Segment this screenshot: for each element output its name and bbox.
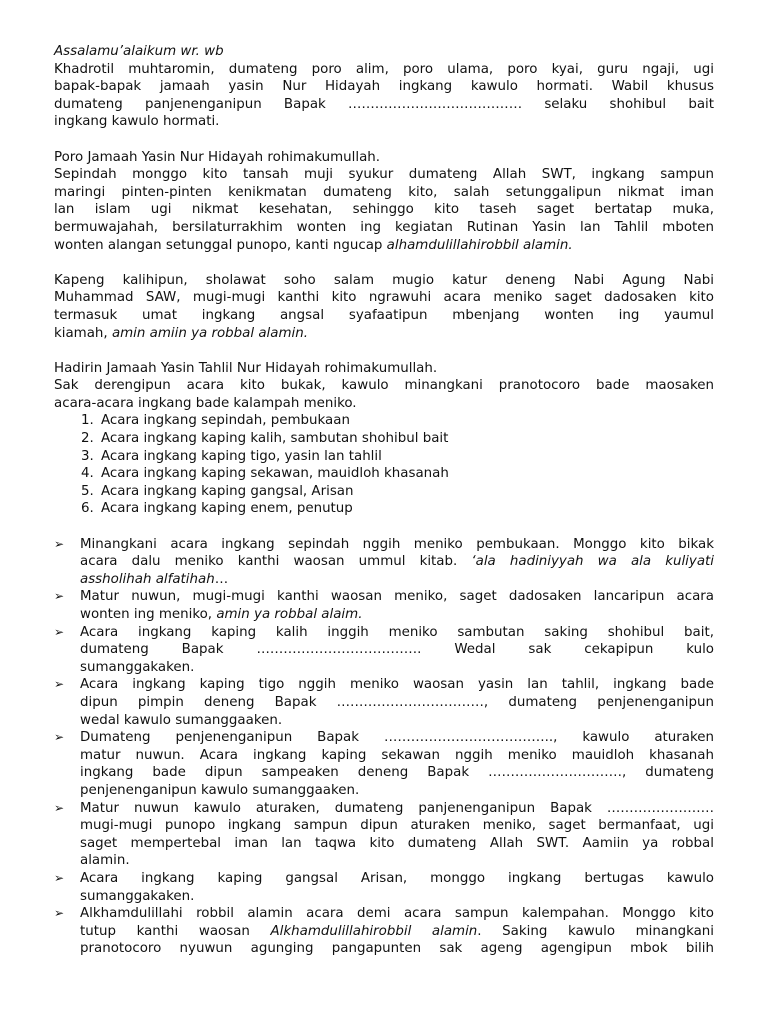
italic-text: alhamdulillahirobbil alamin. <box>386 237 573 253</box>
agenda-item: 2. Acara ingkang kaping kalih, sambutan shohibul bait <box>98 430 714 448</box>
procedure-line <box>80 571 714 589</box>
greeting: Assalamu’alaikum wr. wb <box>54 44 224 59</box>
procedure-line: wedal kawulo sumanggaaken. <box>80 712 283 728</box>
procedure-item <box>54 870 714 905</box>
procedure-line: sumanggakaken. <box>80 659 195 675</box>
paragraph-gap <box>54 342 714 360</box>
paragraph-line: acara-acara ingkang bade kalampah meniko. <box>54 395 357 411</box>
procedure-line: alamin. <box>80 853 130 869</box>
italic-text: assholihah alfatihah <box>80 571 215 587</box>
procedure-line: mugi-mugi punopo ingkang sampun dipun aturaken meniko, saget bermanfaat, ugi <box>80 818 714 834</box>
procedure-list <box>54 536 714 958</box>
agenda-item: 6. Acara ingkang kaping enem, penutup <box>98 500 714 518</box>
procedure-line <box>80 553 714 571</box>
paragraph-gap <box>54 518 714 536</box>
paragraph-line: bermuwajahah, bersilaturrakhim wonten ing kegiatan Rutinan Yasin lan Tahlil mboten <box>54 219 714 235</box>
plain-text: kiamah, <box>54 325 112 341</box>
procedure-item <box>54 729 714 799</box>
speech-text <box>54 43 714 958</box>
paragraph-line: Kapeng kalihipun, sholawat soho salam mugio katur deneng Nabi Agung Nabi <box>54 272 714 288</box>
arrow-bullet-icon: ➢ <box>54 624 65 639</box>
procedure-line: Dumateng penjenenganipun Bapak ……………………………….., kawulo aturaken <box>80 730 714 746</box>
italic-text: amin amiin ya robbal alamin. <box>111 325 308 341</box>
sholawat-paragraph <box>54 272 714 342</box>
paragraph-gap <box>54 131 714 149</box>
procedure-line: Acara ingkang kaping tigo nggih meniko waosan yasin lan tahlil, ingkang bade <box>80 677 714 693</box>
intro-paragraph <box>54 61 714 131</box>
agenda-item: 3. Acara ingkang kaping tigo, yasin lan tahlil <box>98 448 714 466</box>
procedure-line: Matur nuwun kawulo aturaken, dumateng panjenenganipun Bapak …………………… <box>80 800 714 816</box>
italic-text: ‘ala hadiniyyah wa ala kuliyati <box>471 554 714 570</box>
paragraph-line: Sak derengipun acara kito bukak, kawulo minangkani pranotocoro bade maosaken <box>54 378 714 394</box>
italic-text: amin ya robbal alaim. <box>216 607 363 622</box>
plain-text: wonten ing meniko, <box>80 607 217 622</box>
paragraph-line: Muhammad SAW, mugi-mugi kanthi kito ngrawuhi acara meniko saget dadosaken kito <box>54 290 714 306</box>
intro-line: Khadrotil muhtaromin, dumateng poro alim, poro ulama, poro kyai, guru ngaji, ugi <box>54 61 714 77</box>
paragraph-line <box>54 325 714 343</box>
procedure-line <box>80 606 714 624</box>
procedure-item <box>54 588 714 623</box>
procedure-line: matur nuwun. Acara ingkang kaping sekawan nggih meniko mauidloh khasanah <box>80 747 714 763</box>
paragraph-heading: Poro Jamaah Yasin Nur Hidayah rohimakumullah. <box>54 149 381 165</box>
procedure-line: Acara ingkang kaping kalih inggih meniko sambutan saking shohibul bait, <box>80 624 714 640</box>
procedure-item <box>54 905 714 958</box>
procedure-item <box>54 624 714 677</box>
paragraph-line <box>54 237 714 255</box>
plain-text: . Saking kawulo minangkani <box>477 923 714 939</box>
plain-text: acara dalu meniko kanthi waosan ummul kitab. <box>80 554 472 570</box>
paragraph-line: Sepindah monggo kito tansah muji syukur dumateng Allah SWT, ingkang sampun <box>54 167 714 183</box>
agenda-item: 5. Acara ingkang kaping gangsal, Arisan <box>98 483 714 501</box>
procedure-item <box>54 800 714 870</box>
agenda-item: 1. Acara ingkang sepindah, pembukaan <box>98 412 714 430</box>
agenda-item: 4. Acara ingkang kaping sekawan, mauidloh khasanah <box>98 465 714 483</box>
intro-line: ingkang kawulo hormati. <box>54 114 220 130</box>
agenda-intro-paragraph <box>54 360 714 413</box>
gratitude-paragraph <box>54 149 714 255</box>
plain-text: tutup kanthi waosan <box>80 923 271 939</box>
procedure-line <box>80 923 714 941</box>
arrow-bullet-icon: ➢ <box>54 906 65 921</box>
procedure-item <box>54 676 714 729</box>
procedure-line: sumanggakaken. <box>80 888 195 904</box>
paragraph-line: maringi pinten-pinten kenikmatan dumateng kito, salah setunggalipun nikmat iman <box>54 184 714 200</box>
plain-text: … <box>214 571 229 587</box>
arrow-bullet-icon: ➢ <box>54 730 65 745</box>
procedure-line: Minangkani acara ingkang sepindah nggih meniko pembukaan. Monggo kito bikak <box>80 536 714 552</box>
italic-text: Alkhamdulillahirobbil alamin <box>270 923 478 939</box>
procedure-line: dumateng Bapak ………………………………. Wedal sak cekapipun kulo <box>80 642 714 658</box>
paragraph-line: termasuk umat ingkang angsal syafaatipun mbenjang wonten ing yaumul <box>54 307 714 323</box>
arrow-bullet-icon: ➢ <box>54 677 65 692</box>
paragraph-line: lan islam ugi nikmat kesehatan, sehinggo kito taseh saget bertatap muka, <box>54 202 714 218</box>
agenda-list <box>54 412 714 518</box>
procedure-line: saget mempertebal iman lan taqwa kito dumateng Allah SWT. Aamiin ya robbal <box>80 835 714 851</box>
procedure-line: Acara ingkang kaping gangsal Arisan, monggo ingkang bertugas kawulo <box>80 870 714 886</box>
arrow-bullet-icon: ➢ <box>54 536 65 551</box>
paragraph-heading: Hadirin Jamaah Yasin Tahlil Nur Hidayah rohimakumullah. <box>54 360 438 376</box>
arrow-bullet-icon: ➢ <box>54 870 65 885</box>
plain-text: wonten alangan setunggal punopo, kanti ngucap <box>54 237 387 253</box>
procedure-line: penjenenganipun kawulo sumanggaaken. <box>80 782 360 798</box>
arrow-bullet-icon: ➢ <box>54 800 65 815</box>
procedure-line: Alkhamdulillahi robbil alamin acara demi acara sampun kalempahan. Monggo kito <box>80 906 714 922</box>
procedure-line: pranotocoro nyuwun agunging pangapunten sak ageng agengipun mbok bilih <box>80 941 714 957</box>
arrow-bullet-icon: ➢ <box>54 589 65 604</box>
procedure-line: ingkang bade dipun sampeaken deneng Bapak …………………………, dumateng <box>80 765 714 781</box>
paragraph-gap <box>54 254 714 272</box>
intro-line: dumateng panjenenganipun Bapak ………………………………… selaku shohibul bait <box>54 96 714 112</box>
procedure-item <box>54 536 714 589</box>
procedure-line: dipun pimpin deneng Bapak ……………………………, dumateng penjenenganipun <box>80 694 714 710</box>
intro-line: bapak-bapak jamaah yasin Nur Hidayah ingkang kawulo hormati. Wabil khusus <box>54 79 714 95</box>
procedure-line: Matur nuwun, mugi-mugi kanthi waosan meniko, saget dadosaken lancaripun acara <box>80 589 714 605</box>
